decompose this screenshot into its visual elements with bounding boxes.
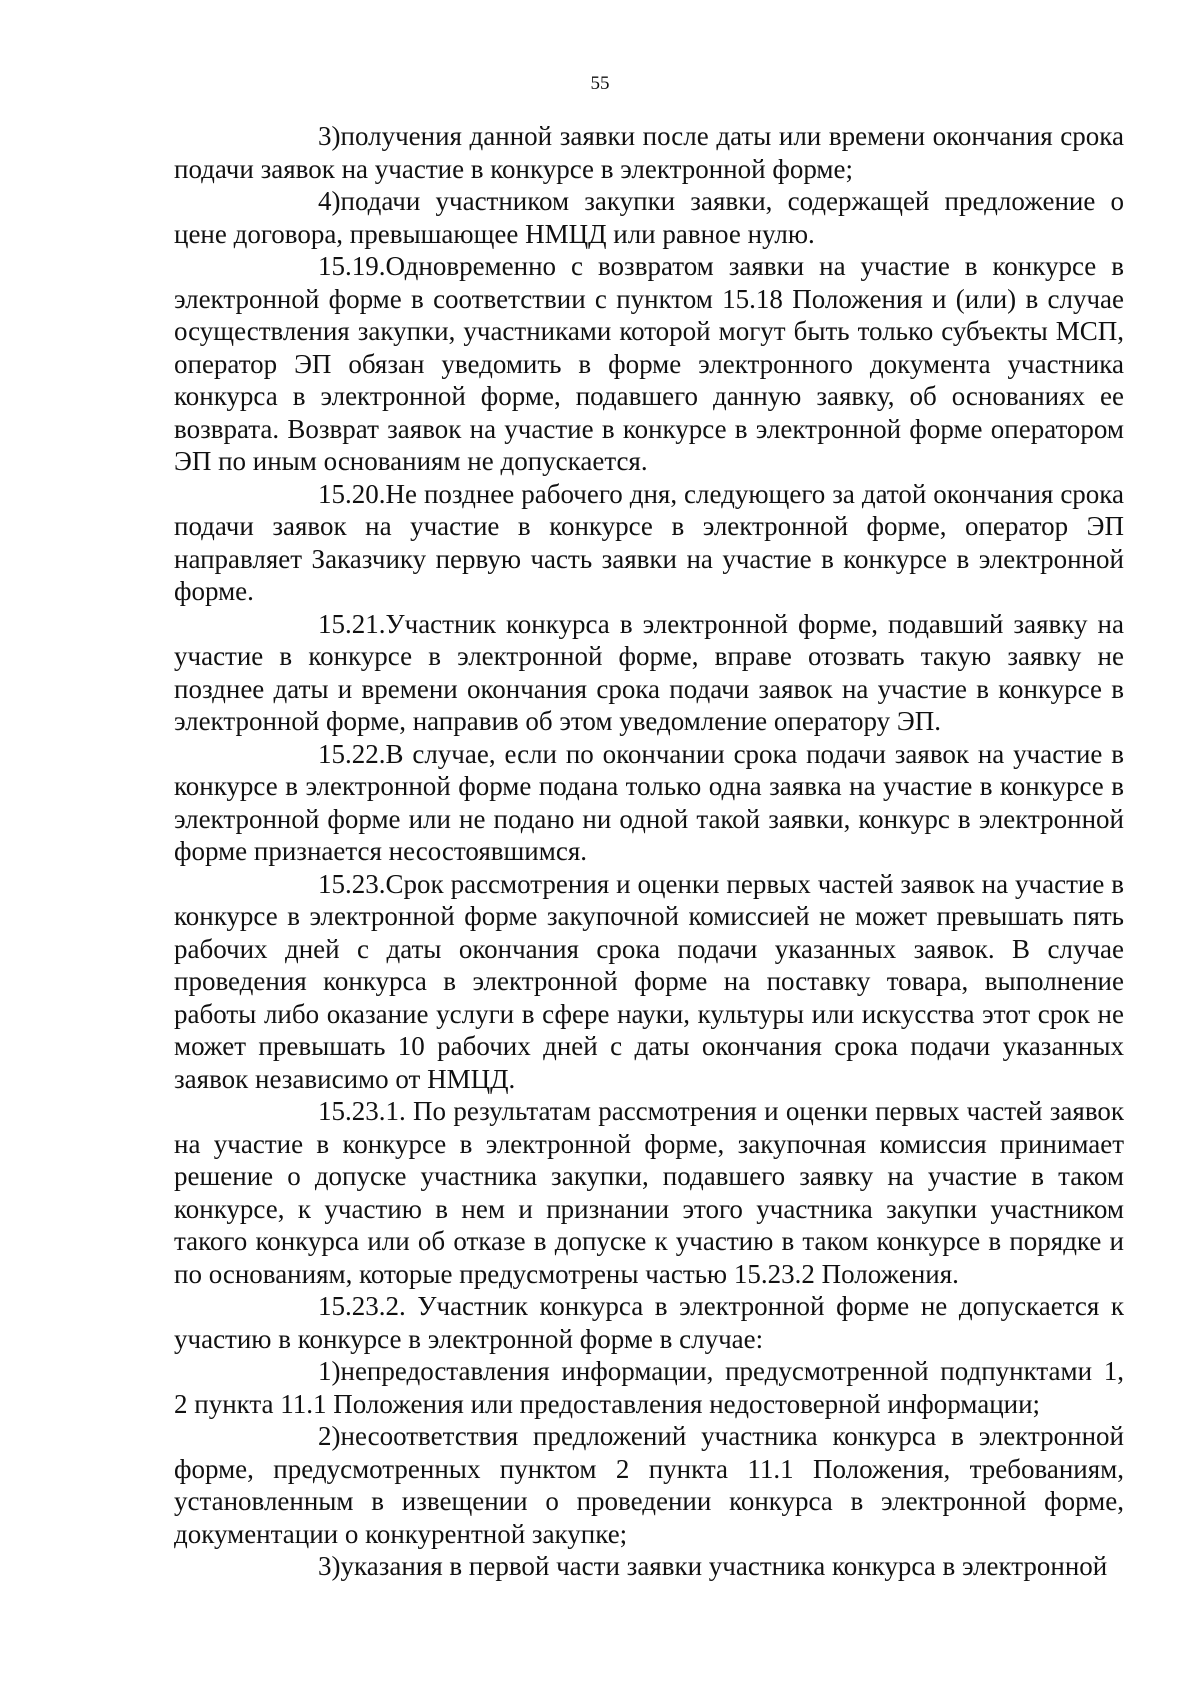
- paragraph-15-23-1: [174, 1095, 1124, 1290]
- paragraph-text: Не позднее рабочего дня, следующего за датой окончания срока подачи заявок на участие в конкурсе в электронной форме, оператор ЭП направляет Заказчику первую часть заявки на участие в конкурсе в электронной форме.: [174, 478, 1124, 606]
- paragraph-marker: 15.23.1.: [318, 1096, 406, 1126]
- paragraph-marker: 15.22.: [318, 738, 386, 769]
- paragraph-15-23-2: [174, 1290, 1124, 1355]
- paragraph-item-3: [174, 120, 1124, 185]
- paragraph-text: По результатам рассмотрения и оценки первых частей заявок на участие в конкурсе в электронной форме, закупочная комиссия принимает решение о допуске участника закупки, подавшего заявку на участие в таком конкурсе, к участию в нем и признании этого участника закупки участником такого конкурса или об отказе в допуске к участию в таком конкурсе в порядке и по основаниям, которые предусмотрены частью 15.23.2 Положения.: [174, 1096, 1125, 1289]
- paragraph-item-2: [174, 1420, 1124, 1550]
- paragraph-text: Одновременно с возвратом заявки на участие в конкурсе в электронной форме в соответствии с пунктом 15.18 Положения и (или) в случае осуществления закупки, участниками которой могут быть только субъекты МСП, оператор ЭП обязан уведомить в форме электронного документа участника конкурса в электронной форме, подавшего данную заявку, об основаниях ее возврата. Возврат заявок на участие в конкурсе в электронной форме оператором ЭП по иным основаниям не допускается.: [174, 251, 1124, 476]
- paragraph-text: Срок рассмотрения и оценки первых частей заявок на участие в конкурсе в электронной форме закупочной комиссией не может превышать пять рабочих дней с даты окончания срока подачи указанных заявок. В случае проведения конкурса в электронной форме на поставку товара, выполнение работы либо оказание услуги в сфере науки, культуры или искусства этот срок не может превышать 10 рабочих дней с даты окончания срока подачи указанных заявок независимо от НМЦД.: [174, 868, 1124, 1094]
- paragraph-15-19: [174, 250, 1124, 478]
- paragraph-marker: 4): [318, 186, 341, 216]
- paragraph-marker: 15.23.2.: [318, 1291, 406, 1321]
- paragraph-item-4: [174, 185, 1124, 250]
- paragraph-marker: 3): [318, 121, 341, 151]
- paragraph-text: В случае, если по окончании срока подачи заявок на участие в конкурсе в электронной форме подана только одна заявка на участие в конкурсе в электронной форме или не подано ни одной такой заявки, конкурс в электронной форме признается несостоявшимся.: [174, 738, 1124, 866]
- paragraph-15-23: [174, 868, 1124, 1096]
- paragraph-text: Участник конкурса в электронной форме, подавший заявку на участие в конкурсе в электронной форме, вправе отозвать такую заявку не позднее даты и времени окончания срока подачи заявок на участие в конкурсе в электронной форме, направив об этом уведомление оператору ЭП.: [174, 608, 1124, 736]
- paragraph-15-20: [174, 478, 1124, 608]
- paragraph-marker: 15.19.: [318, 251, 386, 281]
- paragraph-item-1: [174, 1355, 1124, 1420]
- paragraph-text: несоответствия предложений участника конкурса в электронной форме, предусмотренных пунктом 2 пункта 11.1 Положения, требованиям, установленным в извещении о проведении конкурса в электронной форме, документации о конкурентной закупке;: [174, 1421, 1124, 1549]
- paragraph-text: Участник конкурса в электронной форме не допускается к участию в конкурсе в электронной форме в случае:: [174, 1291, 1125, 1354]
- paragraph-15-22: [174, 738, 1124, 868]
- paragraph-marker: 15.21.: [318, 608, 386, 639]
- paragraph-text: непредоставления информации, предусмотренной подпунктами 1, 2 пункта 11.1 Положения или предоставления недостоверной информации;: [174, 1356, 1124, 1419]
- paragraph-marker: 3): [318, 1551, 341, 1581]
- paragraph-marker: 2): [318, 1421, 341, 1451]
- paragraph-15-21: [174, 608, 1124, 738]
- paragraph-text: получения данной заявки после даты или времени окончания срока подачи заявок на участие в конкурсе в электронной форме;: [174, 121, 1124, 184]
- paragraph-text: подачи участником закупки заявки, содержащей предложение о цене договора, превышающее НМЦД или равное нулю.: [174, 186, 1124, 249]
- paragraph-marker: 1): [318, 1356, 341, 1386]
- page-number: 55: [590, 73, 610, 94]
- paragraph-marker: 15.20.: [318, 478, 386, 509]
- paragraph-marker: 15.23.: [318, 868, 386, 899]
- document-body: [174, 120, 1124, 1583]
- paragraph-item-3-continued: [174, 1550, 1124, 1583]
- paragraph-text: указания в первой части заявки участника конкурса в электронной: [340, 1551, 1108, 1581]
